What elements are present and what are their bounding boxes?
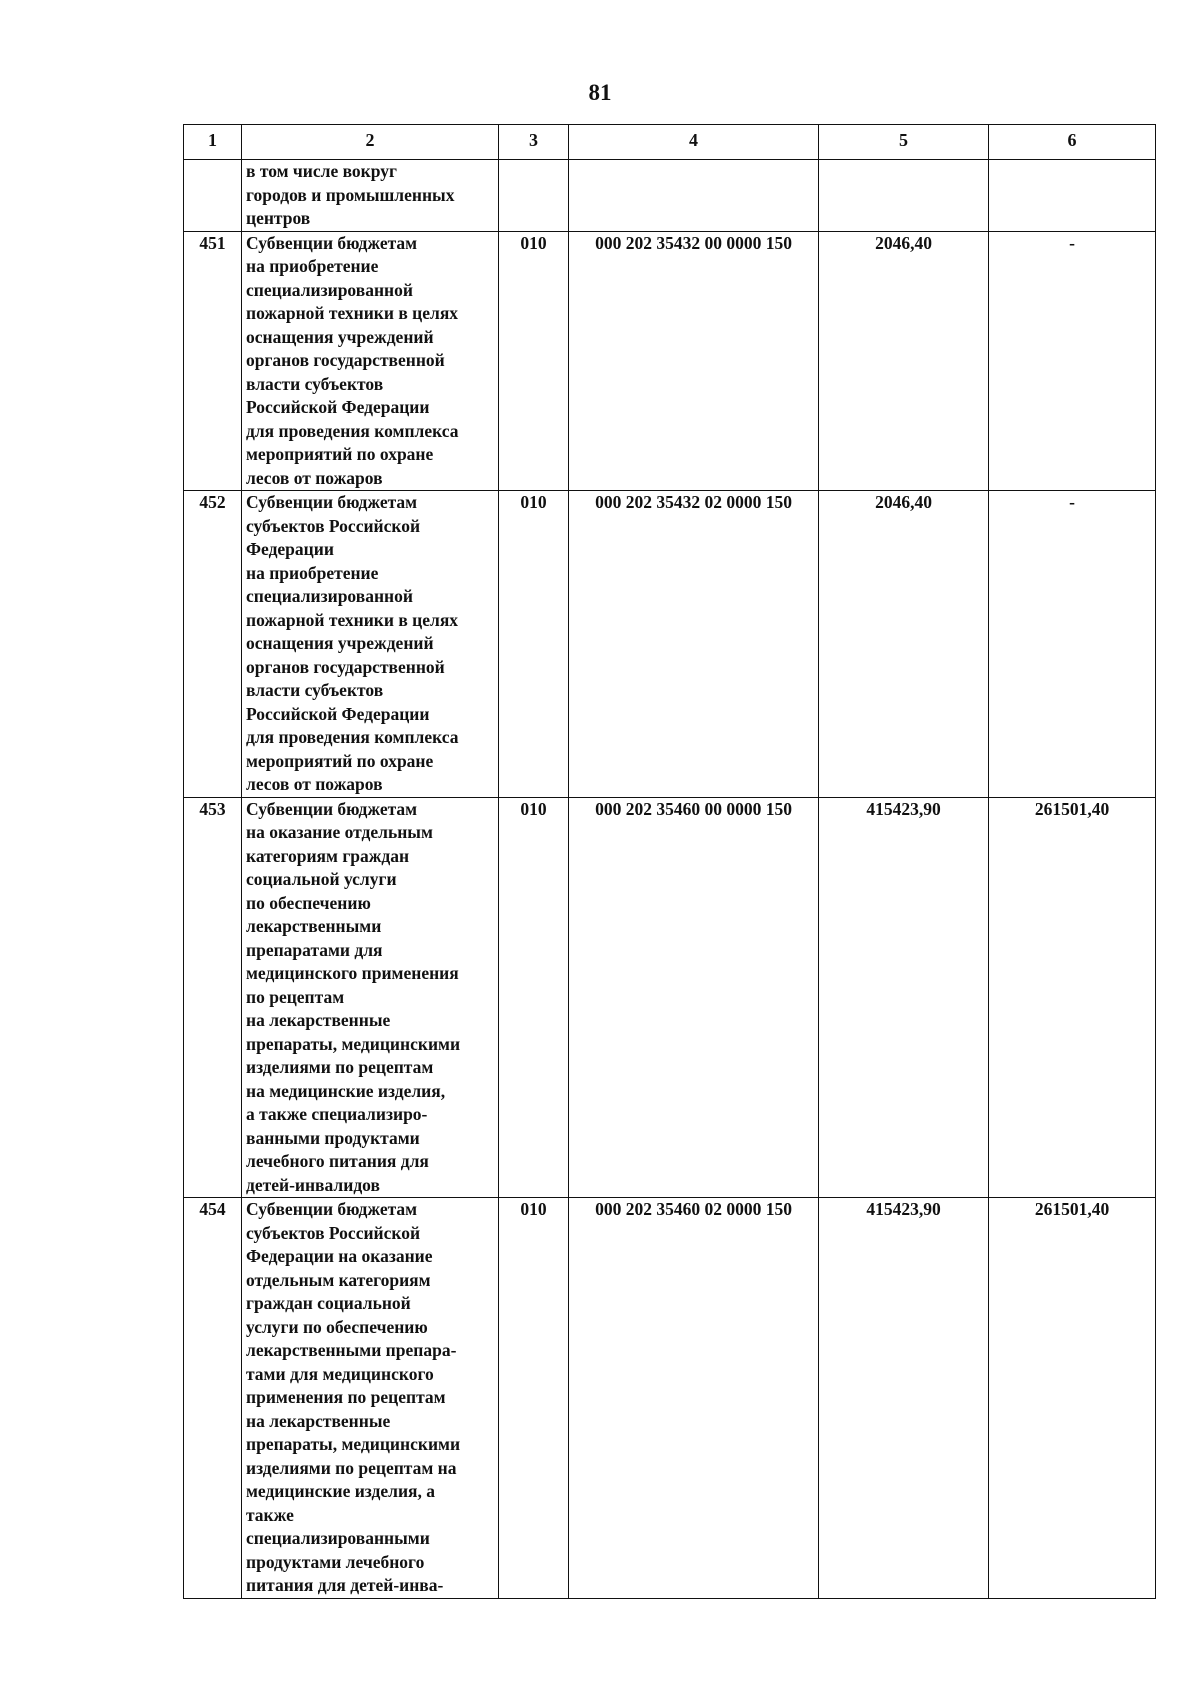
row-number: 452 — [184, 491, 242, 798]
row-name-text: Субвенции бюджетам на приобретение специализированной пожарной техники в целях оснащения учреждений органов государственной власти субъектов Российской Федерации для проведения комплекса мероприятий по охране лесов от пожаров — [246, 232, 459, 488]
header-col-1: 1 — [184, 125, 242, 160]
header-col-3: 3 — [499, 125, 569, 160]
header-col-5: 5 — [819, 125, 989, 160]
row-sum-col6: 261501,40 — [989, 797, 1156, 1198]
row-name-text: Субвенции бюджетам субъектов Российской Федерации на оказание отдельным категориям граждан социальной услуги по обеспечению лекарственными препара- тами для медицинского применения по рецептам на лекарственные препараты, медицинскими изделиями по рецептам на медицинские изделия, а также специализированными продуктами лечебного питания для детей-инва- — [246, 1199, 461, 1595]
row-name — [242, 160, 499, 232]
row-sum-col5: 2046,40 — [819, 491, 989, 798]
row-number: 454 — [184, 1198, 242, 1599]
table-row — [184, 797, 1156, 1198]
row-sum-col6 — [989, 160, 1156, 232]
header-col-4: 4 — [569, 125, 819, 160]
table-row — [184, 1198, 1156, 1599]
row-sum-col5: 415423,90 — [819, 797, 989, 1198]
row-sum-col6: 261501,40 — [989, 1198, 1156, 1599]
row-sum-col6: - — [989, 231, 1156, 491]
row-sum-col5: 415423,90 — [819, 1198, 989, 1599]
header-col-2: 2 — [242, 125, 499, 160]
row-code: 010 — [499, 1198, 569, 1599]
budget-table — [183, 124, 1156, 1599]
table-row — [184, 491, 1156, 798]
row-name — [242, 1198, 499, 1599]
row-kbk: 000 202 35460 00 0000 150 — [569, 797, 819, 1198]
header-col-6: 6 — [989, 125, 1156, 160]
row-code — [499, 160, 569, 232]
row-name — [242, 491, 499, 798]
row-code: 010 — [499, 797, 569, 1198]
row-kbk: 000 202 35432 00 0000 150 — [569, 231, 819, 491]
table-row — [184, 231, 1156, 491]
row-name-text: в том числе вокруг городов и промышленных центров — [246, 161, 455, 228]
row-kbk — [569, 160, 819, 232]
row-number: 453 — [184, 797, 242, 1198]
row-name-text: Субвенции бюджетам на оказание отдельным категориям граждан социальной услуги по обеспечению лекарственными препаратами для медицинского применения по рецептам на лекарственные препараты, медицинскими изделиями по рецептам на медицинские изделия, а также специализиро- ванными продуктами лечебного питания для детей-инвалидов — [246, 798, 461, 1195]
row-sum-col6: - — [989, 491, 1156, 798]
row-code: 010 — [499, 491, 569, 798]
row-sum-col5 — [819, 160, 989, 232]
row-name-text: Субвенции бюджетам субъектов Российской Федерации на приобретение специализированной пожарной техники в целях оснащения учреждений органов государственной власти субъектов Российской Федерации для проведения комплекса мероприятий по охране лесов от пожаров — [246, 492, 459, 794]
row-name — [242, 231, 499, 491]
table-row — [184, 160, 1156, 232]
row-number: 451 — [184, 231, 242, 491]
row-kbk: 000 202 35460 02 0000 150 — [569, 1198, 819, 1599]
row-name — [242, 797, 499, 1198]
page-number: 81 — [588, 80, 612, 105]
row-number — [184, 160, 242, 232]
row-sum-col5: 2046,40 — [819, 231, 989, 491]
row-code: 010 — [499, 231, 569, 491]
table-header-row — [184, 125, 1156, 160]
row-kbk: 000 202 35432 02 0000 150 — [569, 491, 819, 798]
